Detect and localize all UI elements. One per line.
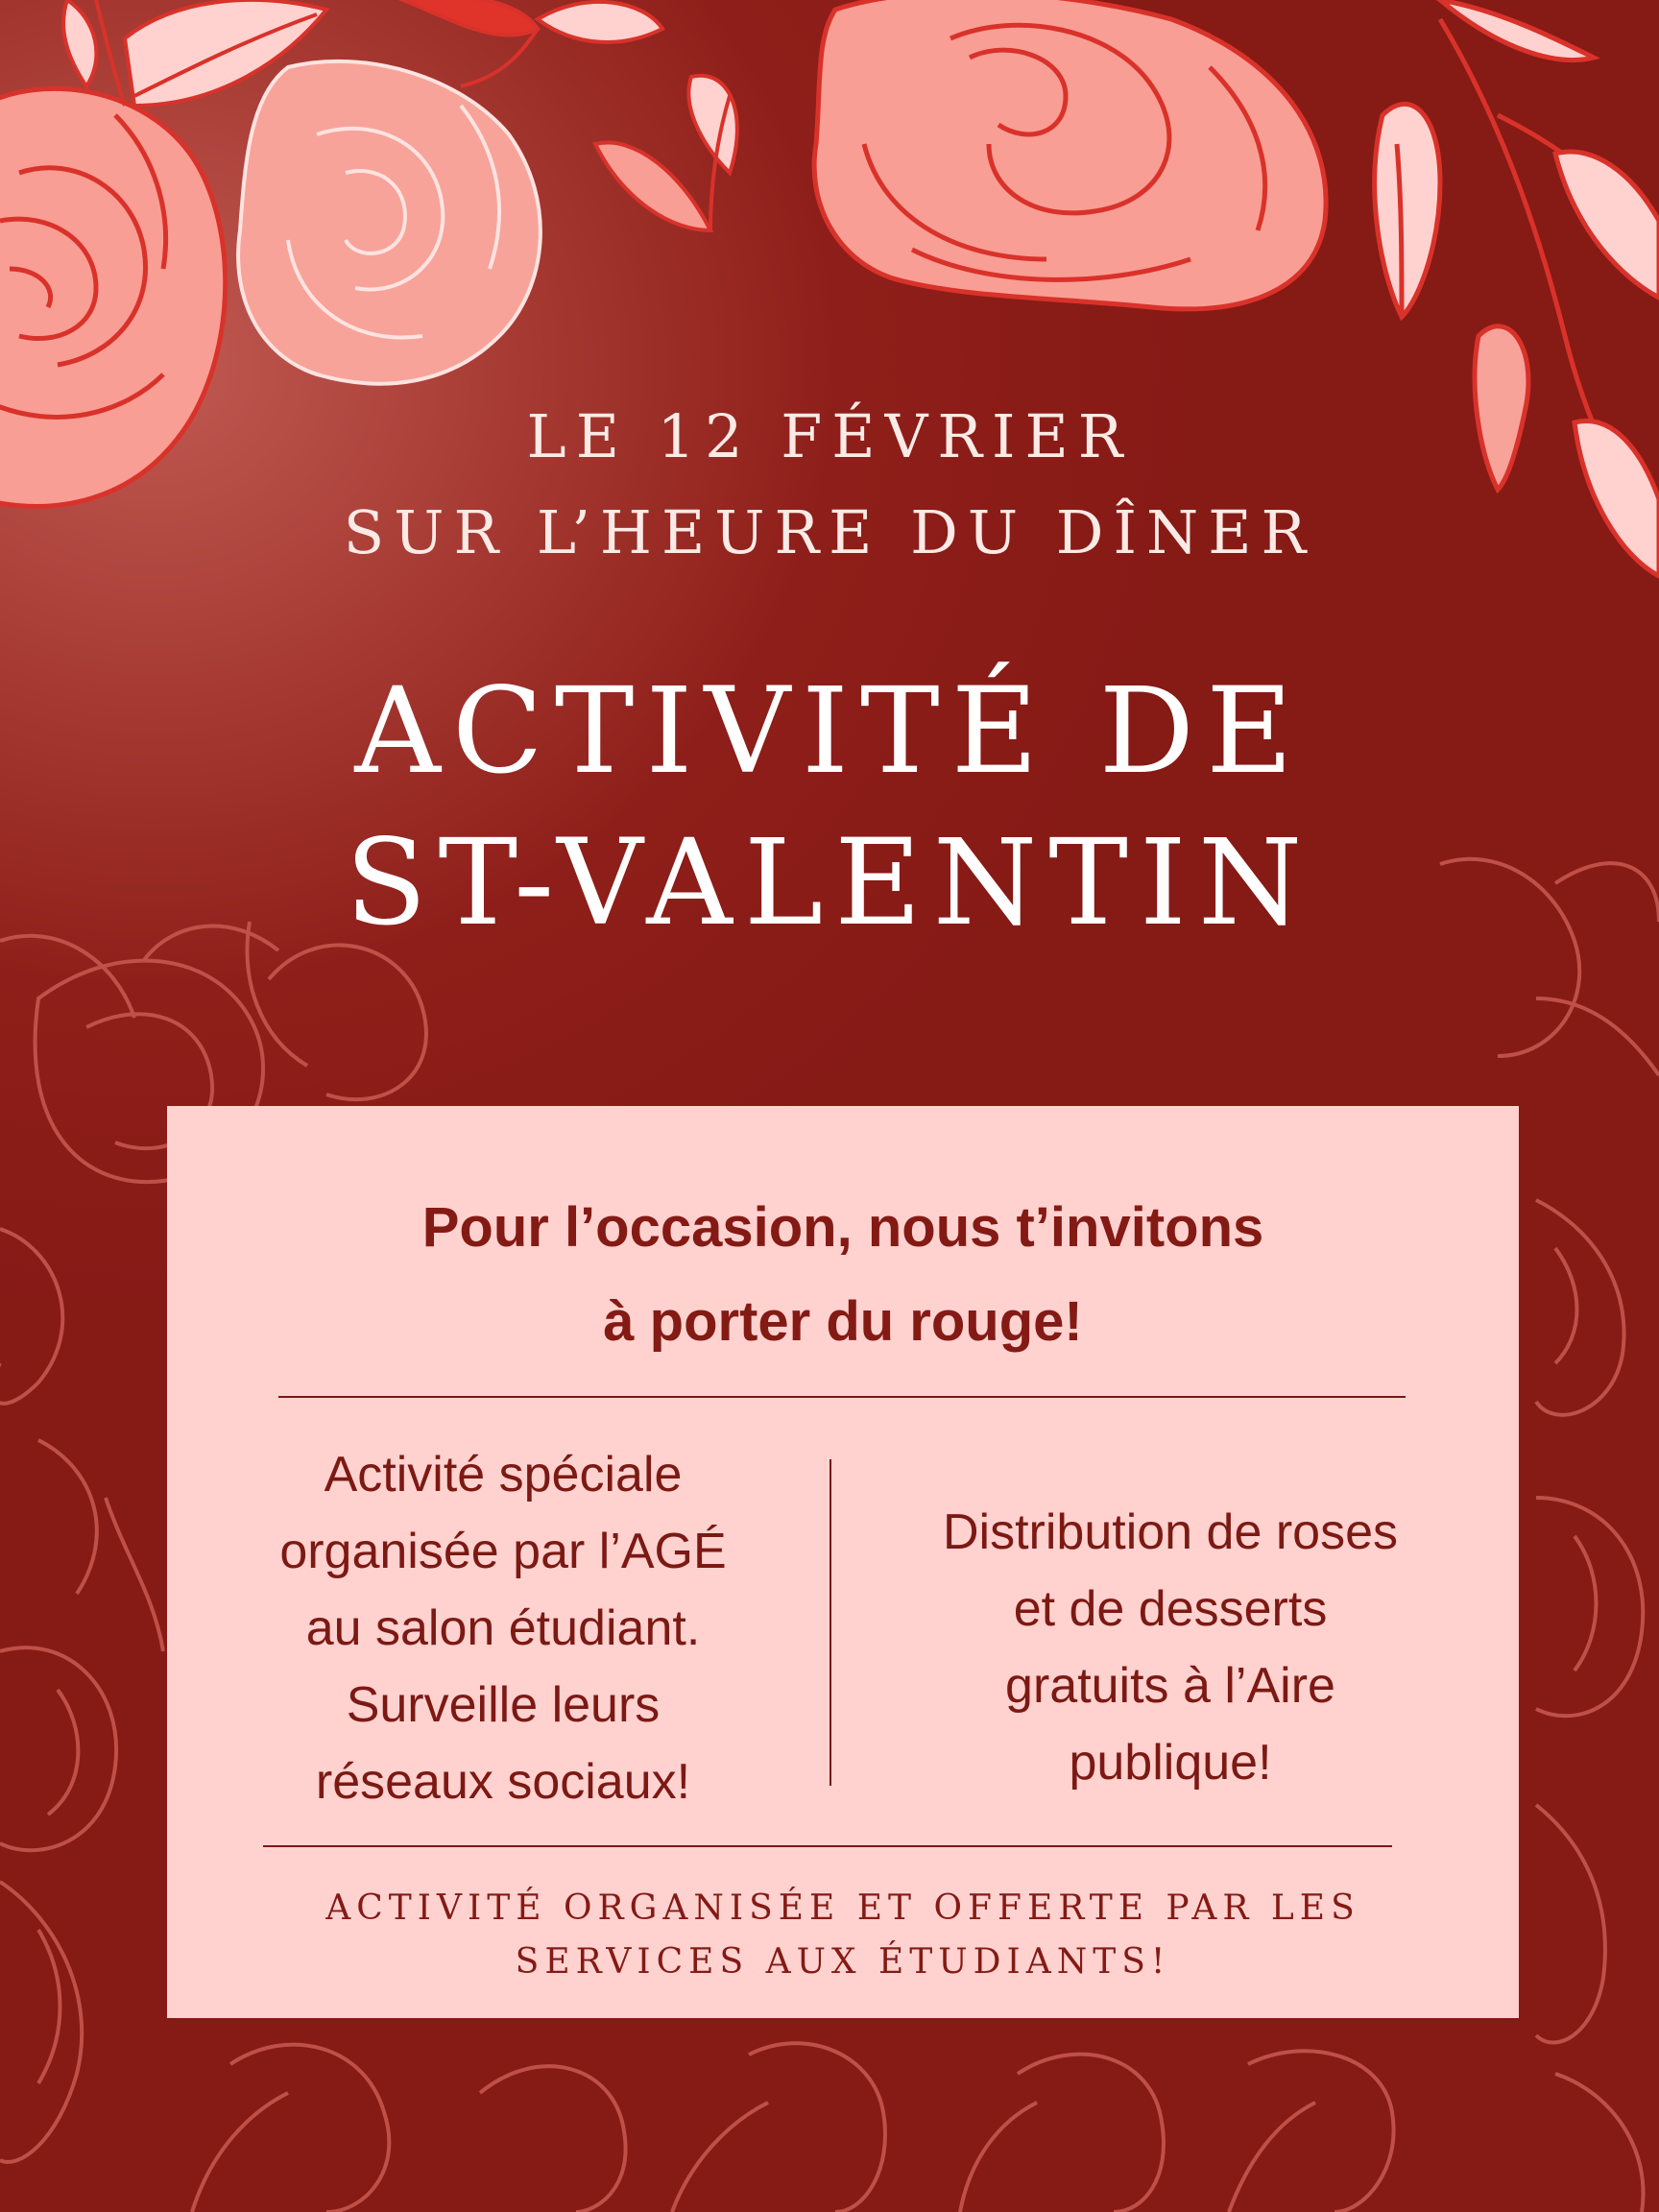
activity-line: réseaux sociaux! — [315, 1754, 691, 1810]
invite-line: Pour l’occasion, nous t’invitons — [421, 1196, 1264, 1259]
footer-line: ACTIVITÉ ORGANISÉE ET OFFERTE PAR LES — [325, 1888, 1360, 1928]
event-time: SUR L’HEURE DU DÎNER — [343, 497, 1316, 567]
column-divider — [830, 1459, 831, 1786]
distribution-column — [858, 1494, 1482, 1801]
rose-small-pale — [238, 61, 541, 384]
poster-title-line-1: ACTIVITÉ DE — [354, 662, 1305, 801]
footer-line: SERVICES AUX ÉTUDIANTS! — [515, 1942, 1171, 1982]
poster-title-line-2: ST-VALENTIN — [345, 814, 1314, 952]
divider-top — [278, 1396, 1406, 1398]
invite-line: à porter du rouge! — [603, 1290, 1083, 1353]
activity-line: organisée par l’AGÉ — [279, 1524, 727, 1579]
invite-text — [167, 1181, 1519, 1369]
divider-bottom — [263, 1845, 1392, 1847]
rose-top-center — [814, 0, 1326, 309]
activity-line: Activité spéciale — [324, 1447, 683, 1503]
activity-line: au salon étudiant. — [305, 1600, 701, 1656]
distribution-line: Distribution de roses — [943, 1504, 1398, 1560]
branch-top-right — [1375, 0, 1659, 576]
activity-column — [205, 1436, 801, 1820]
event-date: LE 12 FÉVRIER — [526, 401, 1133, 471]
info-card — [167, 1106, 1519, 2018]
activity-line: Surveille leurs — [346, 1677, 661, 1733]
distribution-line: gratuits à l’Aire — [1005, 1658, 1335, 1714]
distribution-line: et de desserts — [1013, 1581, 1328, 1637]
distribution-line: publique! — [1069, 1735, 1272, 1791]
organizer-footer — [244, 1882, 1442, 1989]
